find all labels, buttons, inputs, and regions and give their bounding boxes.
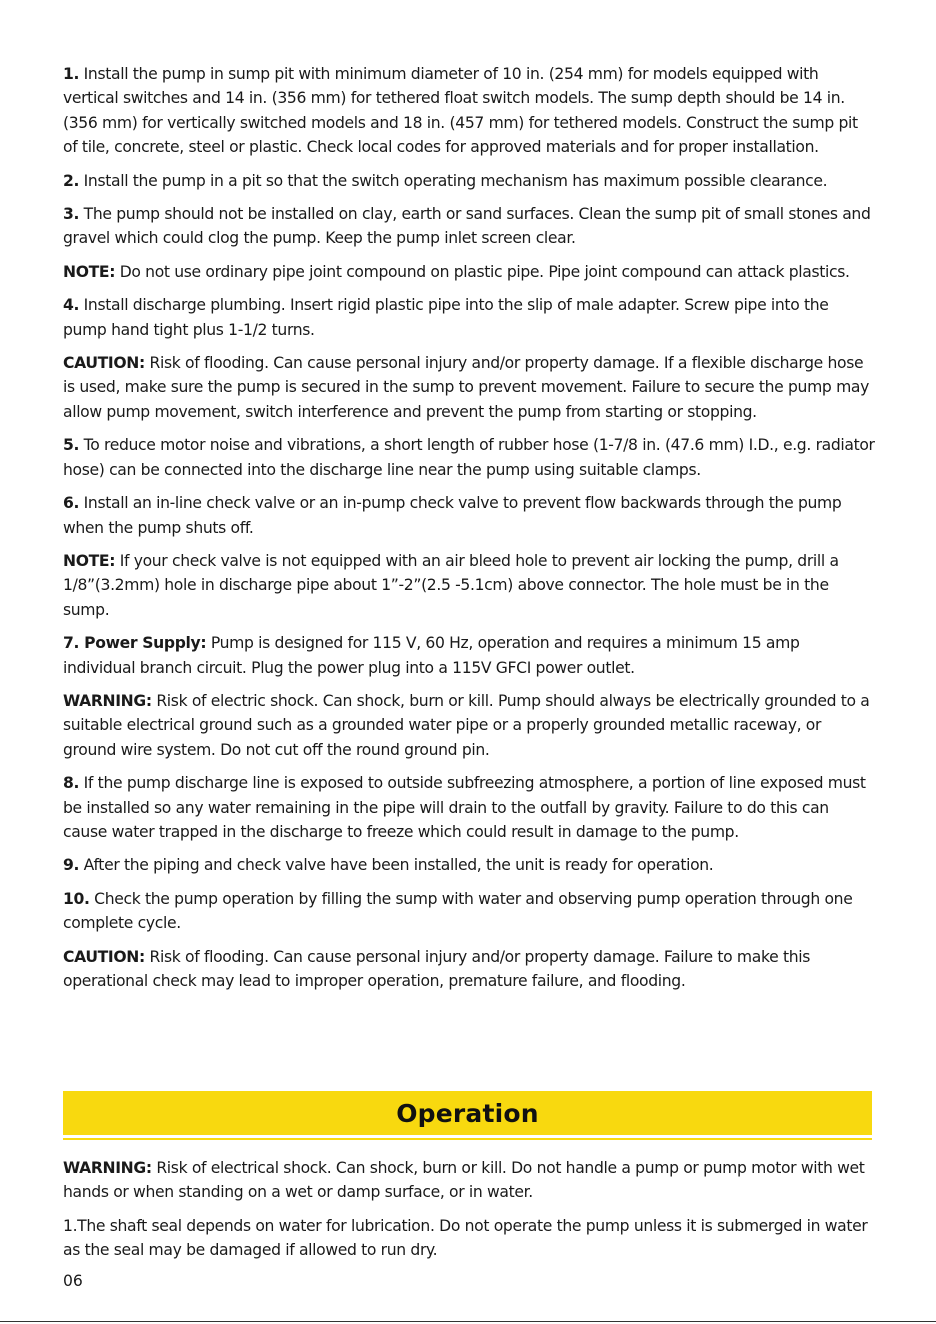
step-text: Pump is designed for 115 V, 60 Hz, operation and requires a minimum 15 amp individual branch circuit. Plug the power plug into a 115V GFCI power outlet. [63, 634, 800, 677]
step-text: After the piping and check valve have been installed, the unit is ready for operation. [79, 856, 714, 875]
page-bottom-rule [0, 1321, 936, 1322]
step-text: Install an in-line check valve or an in-pump check valve to prevent flow backwards through the pump when the pump shuts off. [63, 494, 842, 537]
step-label: 4. [63, 296, 80, 315]
step-label: 2. [63, 171, 80, 190]
step-text: 1.The shaft seal depends on water for lubrication. Do not operate the pump unless it is submerged in water as the seal may be damaged if allowed to run dry. [63, 1216, 868, 1260]
caution-text: Risk of flooding. Can cause personal injury and/or property damage. Failure to make this operational check may lead to improper operation, premature failure, and flooding. [63, 947, 810, 990]
warning-text: Risk of electrical shock. Can shock, burn or kill. Do not handle a pump or pump motor with wet hands or when standing on a wet or damp surface, or in water. [63, 1159, 865, 1202]
note-pipe-compound [63, 260, 875, 284]
step-text: Install the pump in a pit so that the switch operating mechanism has maximum possible clearance. [79, 171, 828, 190]
warning-label: WARNING: [63, 1159, 152, 1177]
step-text: Install the pump in sump pit with minimum diameter of 10 in. (254 mm) for models equipped with vertical switches and 14 in. (356 mm) for tethered float switch models. The sump depth should be 14 in. (356 mm) for vertically switched models and 18 in. (457 mm) for tethered models. Construct the sump pit of tile, concrete, steel or plastic. Check local codes for approved materials and for proper installation. [63, 65, 858, 157]
operation-steps [63, 1156, 875, 1272]
step-text: If the pump discharge line is exposed to outside subfreezing atmosphere, a portion of line exposed must be installed so any water remaining in the pipe will drain to the outfall by gravity. Failure to do this can cause water trapped in the discharge to freeze which could result in damage to the pump. [63, 774, 866, 841]
installation-steps [63, 62, 875, 1002]
note-text: If your check valve is not equipped with an air bleed hole to prevent air locking the pump, drill a 1/8”(3.2mm) hole in discharge pipe about 1”-2”(2.5 -5.1cm) above connector. The hole must be in the sump. [63, 551, 839, 619]
warning-handling [63, 1156, 875, 1205]
note-check-valve [63, 549, 875, 622]
warning-text: Risk of electric shock. Can shock, burn or kill. Pump should always be electrically grounded to a suitable electrical ground such as a grounded water pipe or a properly grounded metallic raceway, or ground wire system. Do not cut off the round ground pin. [63, 691, 870, 759]
note-label: NOTE: [63, 551, 116, 570]
step-label: 1. [63, 65, 80, 83]
section-banner [63, 1091, 872, 1135]
step-6 [63, 491, 875, 540]
step-2 [63, 169, 875, 193]
warning-electric-shock [63, 689, 875, 762]
caution-label: CAUTION: [63, 354, 145, 373]
page-number: 06 [63, 1272, 83, 1290]
operation-step-1 [63, 1214, 875, 1263]
step-8 [63, 771, 875, 844]
step-label: 10. [63, 889, 90, 908]
note-label: NOTE: [63, 262, 116, 281]
step-4 [63, 293, 875, 342]
caution-operational-check [63, 945, 875, 994]
caution-text: Risk of flooding. Can cause personal injury and/or property damage. If a flexible discharge hose is used, make sure the pump is secured in the sump to prevent movement. Failure to secure the pump may allow pump movement, switch interference and prevent the pump from starting or stopping. [63, 354, 869, 421]
step-text: To reduce motor noise and vibrations, a short length of rubber hose (1-7/8 in. (47.6 mm) I.D., e.g. radiator hose) can be connected into the discharge line near the pump using suitable clamps. [63, 436, 875, 479]
step-label: 6. [63, 494, 80, 513]
step-label: 5. [63, 436, 80, 455]
step-text: The pump should not be installed on clay, earth or sand surfaces. Clean the sump pit of small stones and gravel which could clog the pump. Keep the pump inlet screen clear. [63, 205, 871, 248]
caution-label: CAUTION: [63, 947, 145, 966]
step-9 [63, 853, 875, 877]
step-text: Install discharge plumbing. Insert rigid plastic pipe into the slip of male adapter. Screw pipe into the pump hand tight plus 1-1/2 turns. [63, 296, 829, 339]
step-label: 9. [63, 856, 80, 875]
step-label: 3. [63, 205, 80, 224]
section-divider [63, 1138, 872, 1140]
step-1 [63, 62, 875, 160]
step-7-power-supply [63, 631, 875, 680]
step-label: 7. Power Supply: [63, 634, 207, 653]
section-title: Operation [396, 1098, 539, 1128]
warning-label: WARNING: [63, 691, 152, 710]
step-3 [63, 202, 875, 251]
caution-flexible-hose [63, 351, 875, 424]
step-label: 8. [63, 774, 80, 793]
step-10 [63, 887, 875, 936]
note-text: Do not use ordinary pipe joint compound on plastic pipe. Pipe joint compound can attack plastics. [115, 262, 850, 281]
step-5 [63, 433, 875, 482]
step-text: Check the pump operation by filling the sump with water and observing pump operation through one complete cycle. [63, 889, 853, 933]
